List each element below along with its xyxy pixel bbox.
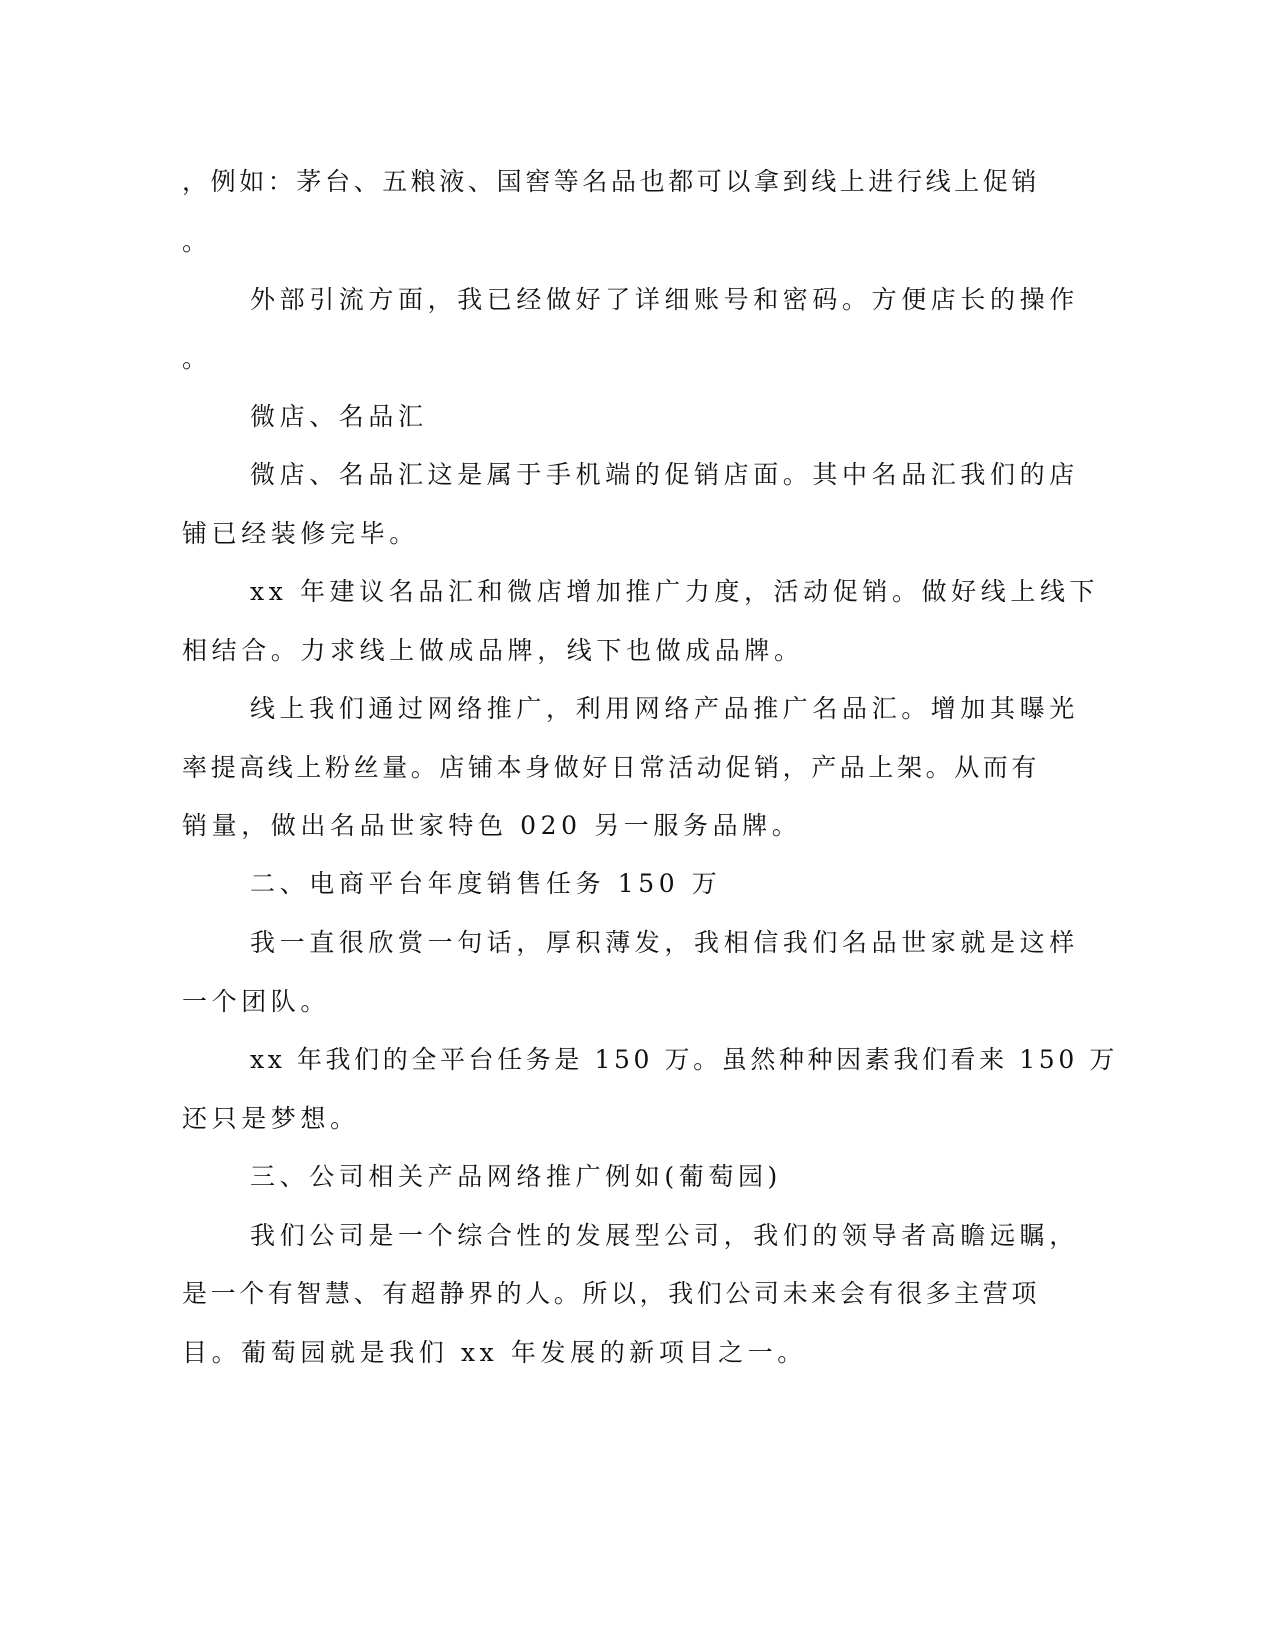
text-line: 铺已经装修完毕。 [182, 519, 419, 548]
text-line: 相结合。力求线上做成品牌，线下也做成品牌。 [182, 636, 804, 665]
text-line: 微店、名品汇这是属于手机端的促销店面。其中名品汇我们的店 [250, 460, 1079, 489]
text-line: ，例如：茅台、五粮液、国窖等名品也都可以拿到线上进行线上促销 [182, 167, 1041, 196]
text-line: 外部引流方面，我已经做好了详细账号和密码。方便店长的操作 [250, 285, 1079, 314]
text-line: 率提高线上粉丝量。店铺本身做好日常活动促销，产品上架。从而有 [182, 753, 1041, 782]
text-line: 我一直很欣赏一句话，厚积薄发，我相信我们名品世家就是这样 [250, 928, 1079, 957]
text-line: xx 年建议名品汇和微店增加推广力度，活动促销。做好线上线下 [250, 577, 1100, 606]
text-line: 我们公司是一个综合性的发展型公司，我们的领导者高瞻远瞩， [250, 1221, 1079, 1250]
text-line: 线上我们通过网络推广，利用网络产品推广名品汇。增加其曝光 [250, 694, 1079, 723]
text-line: 目。葡萄园就是我们 xx 年发展的新项目之一。 [182, 1338, 807, 1367]
section-heading: 微店、名品汇 [250, 402, 428, 431]
text-line: 。 [182, 344, 212, 373]
text-line: 。 [182, 227, 212, 256]
text-line: 销量，做出名品世家特色 020 另一服务品牌。 [182, 811, 802, 840]
text-line: xx 年我们的全平台任务是 150 万。虽然种种因素我们看来 150 万 [250, 1045, 1118, 1074]
text-line: 还只是梦想。 [182, 1104, 360, 1133]
text-line: 一个团队。 [182, 987, 331, 1016]
text-line: 是一个有智慧、有超静界的人。所以，我们公司未来会有很多主营项 [182, 1279, 1041, 1308]
section-heading: 二、电商平台年度销售任务 150 万 [250, 869, 722, 898]
section-heading: 三、公司相关产品网络推广例如(葡萄园) [250, 1162, 782, 1191]
